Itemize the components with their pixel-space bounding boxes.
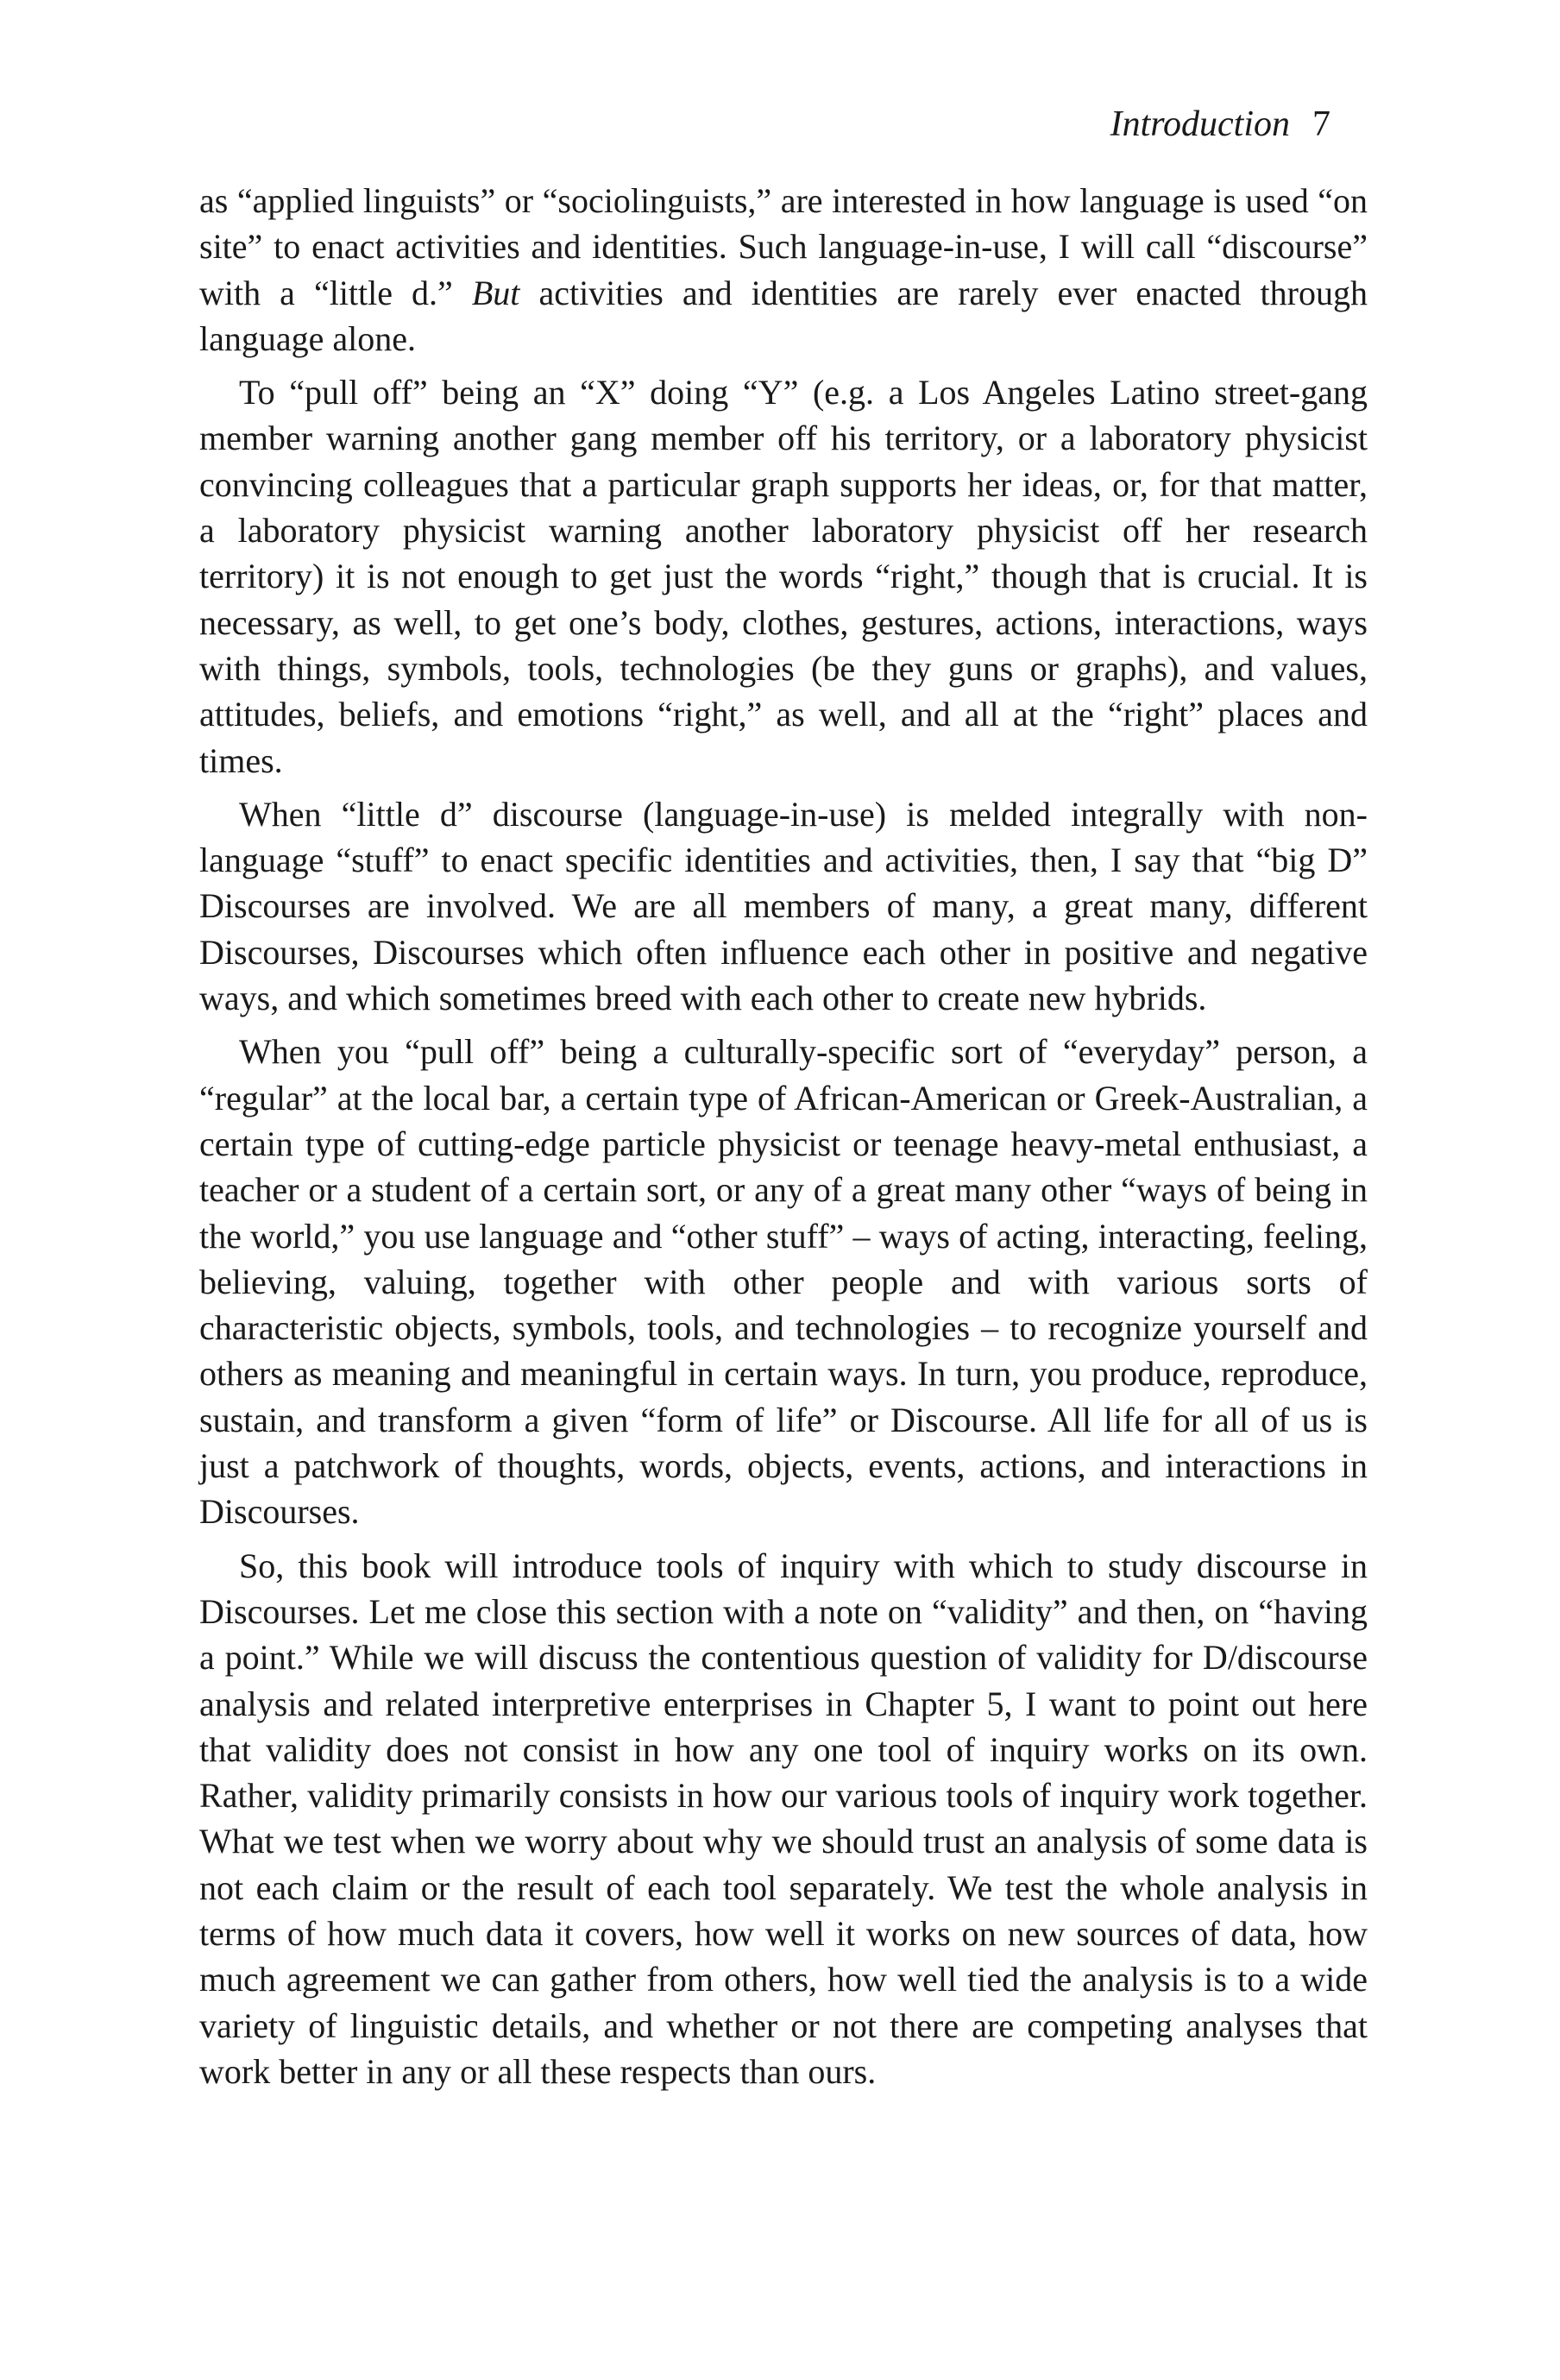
page-number: 7 (1312, 104, 1330, 144)
paragraph-1-emphasis: But (471, 273, 520, 312)
paragraph-3: When “little d” discourse (language-in-use) is melded integrally with non-language “stuff” to enact specific identities and activities, then, I say that “big D” Discourses are involved. We are all members of many, a great many, different Discourses, Discourses which often influence each other in positive and negative ways, and which sometimes breed with each other to create new hybrids. (199, 794, 1368, 1018)
paragraph-2: To “pull off” being an “X” doing “Y” (e.g. a Los Angeles Latino street-gang member warning another gang member off his territory, or a laboratory physicist convincing colleagues that a particular graph supports her ideas, or, for that matter, a laboratory physicist warning another laboratory physicist off her research territory) it is not enough to get just the words “right,” though that is crucial. It is necessary, as well, to get one’s body, clothes, gestures, actions, interactions, ways with things, symbols, tools, technologies (be they guns or graphs), and values, attitudes, beliefs, and emotions “right,” as well, and all at the “right” places and times. (199, 373, 1368, 780)
paragraph-5: So, this book will introduce tools of inquiry with which to study discourse in Discourses. Let me close this section with a note on “validity” and then, on “having a point.” While we will discuss the contentious question of validity for D/discourse analysis and related interpretive enterprises in Chapter 5, I want to point out here that validity does not consist in how any one tool of inquiry works on its own. Rather, validity primarily consists in how our various tools of inquiry work together. What we test when we worry about why we should trust an analysis of some data is not each claim or the result of each tool separately. We test the whole analysis in terms of how much data it covers, how well it works on new sources of data, how much agreement we can gather from others, how well tied the analysis is to a wide variety of linguistic details, and whether or not there are competing analyses that work better in any or all these respects than ours. (199, 1546, 1368, 2091)
paragraph-1 (199, 178, 1368, 362)
chapter-title: Introduction (1110, 104, 1290, 144)
paragraph-1-text-a: as “applied linguists” or “sociolinguists,” are interested in how language is used “on site” to enact activities and identities. Such language-in-use, I will call “discourse” with a “little d.” (199, 181, 1368, 312)
body-text (199, 178, 1368, 2102)
paragraph-4: When you “pull off” being a culturally-specific sort of “everyday” person, a “regular” at the local bar, a certain type of African-American or Greek-Australian, a certain type of cutting-edge particle physicist or teenage heavy-metal enthusiast, a teacher or a student of a certain sort, or any of a great many other “ways of being in the world,” you use language and “other stuff” – ways of acting, interacting, feeling, believing, valuing, together with other people and with various sorts of characteristic objects, symbols, tools, and technologies – to recognize yourself and others as meaning and meaningful in certain ways. In turn, you produce, reproduce, sustain, and transform a given “form of life” or Discourse. All life for all of us is just a patchwork of thoughts, words, objects, events, actions, and interactions in Discourses. (199, 1032, 1368, 1532)
paragraph-1-text-b: activities and identities are rarely ever enacted through language alone. (199, 273, 1368, 358)
running-head (1110, 102, 1330, 147)
